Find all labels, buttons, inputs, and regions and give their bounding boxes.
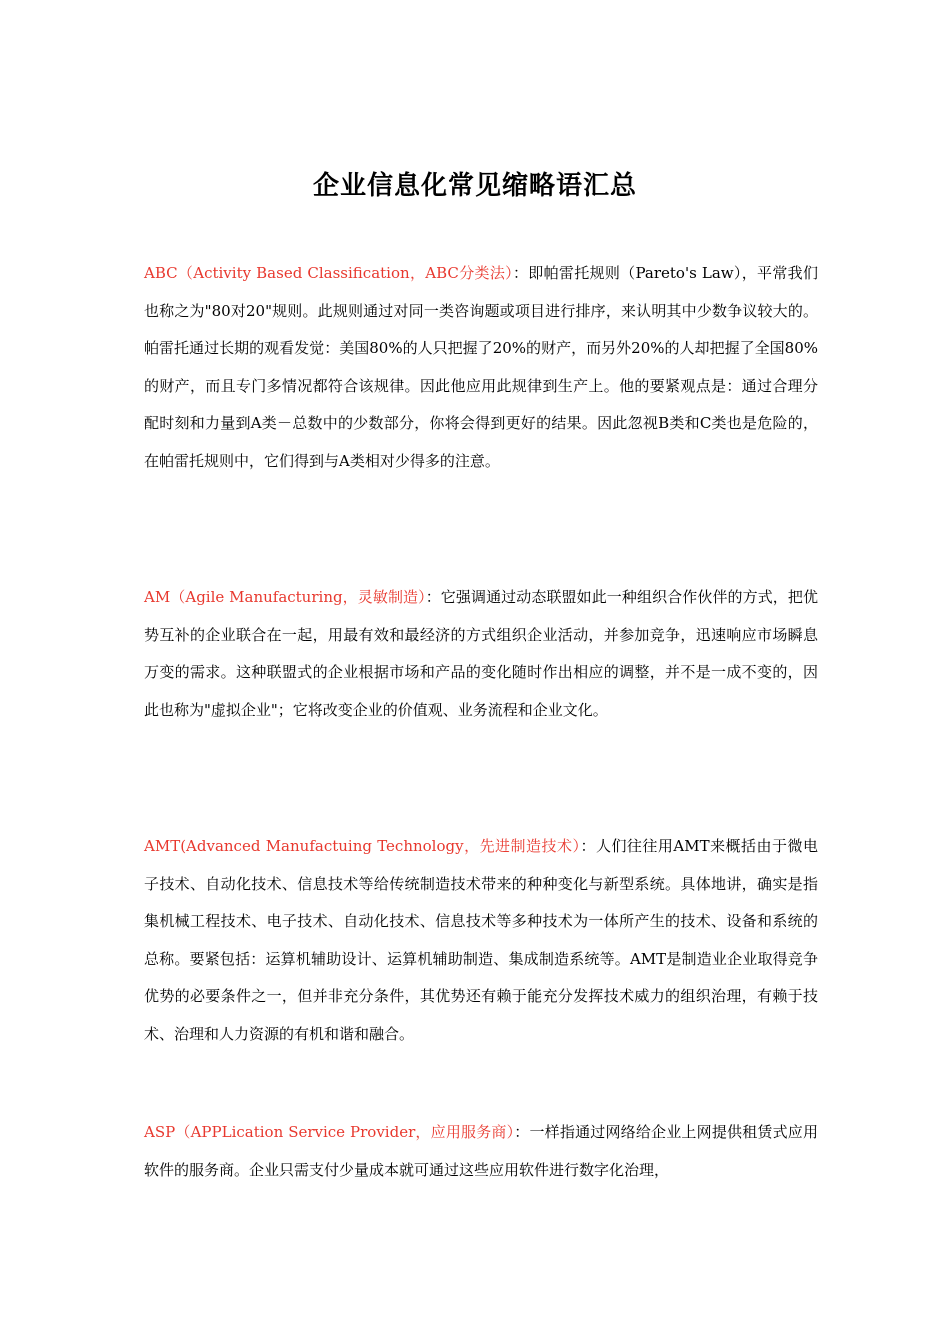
definition-am: ：它强调通过动态联盟如此一种组织合作伙伴的方式，把优势互补的企业联合在一起，用最有效和最经济的方式组织企业活动，并参加竞争，迅速响应市场瞬息万变的需求。这种联盟式的企业根据市场和产品的变化随时作出相应的调整，并不是一成不变的，因此也称为"虚拟企业"；它将改变企业的价值观、业务流程和企业文化。 <box>144 588 818 719</box>
entry-abc <box>144 255 818 480</box>
entry-amt <box>144 828 818 1053</box>
term-amt: AMT(Advanced Manufactuing Technology，先进制造技术） <box>144 837 581 855</box>
term-asp: ASP（APPLication Service Provider，应用服务商） <box>144 1123 515 1141</box>
definition-amt: ：人们往往用AMT来概括由于微电子技术、自动化技术、信息技术等给传统制造技术带来的种种变化与新型系统。具体地讲，确实是指集机械工程技术、电子技术、自动化技术、信息技术等多种技术为一体所产生的技术、设备和系统的总称。要紧包括：运算机辅助设计、运算机辅助制造、集成制造系统等。AMT是制造业企业取得竞争优势的必要条件之一，但并非充分条件，其优势还有赖于能充分发挥技术威力的组织治理，有赖于技术、治理和人力资源的有机和谐和融合。 <box>144 837 818 1043</box>
term-abc: ABC（Activity Based Classification，ABC分类法） <box>144 264 513 282</box>
definition-abc: ：即帕雷托规则（Pareto's Law），平常我们也称之为"80对20"规则。此规则通过对同一类咨询题或项目进行排序，来认明其中少数争议较大的。帕雷托通过长期的观看发觉：美国80%的人只把握了20%的财产，而另外20%的人却把握了全国80%的财产，而且专门多情况都符合该规律。因此他应用此规律到生产上。他的要紧观点是：通过合理分配时刻和力量到A类－总数中的少数部分，你将会得到更好的结果。因此忽视B类和C类也是危险的，在帕雷托规则中，它们得到与A类相对少得多的注意。 <box>144 264 818 470</box>
entry-am <box>144 579 818 729</box>
entry-asp <box>144 1114 818 1189</box>
document-title: 企业信息化常见缩略语汇总 <box>312 171 637 201</box>
definition-asp: ：一样指通过网络给企业上网提供租赁式应用软件的服务商。企业只需支付少量成本就可通过这些应用软件进行数字化治理， <box>144 1123 818 1179</box>
term-am: AM（Agile Manufacturing，灵敏制造） <box>144 588 426 606</box>
